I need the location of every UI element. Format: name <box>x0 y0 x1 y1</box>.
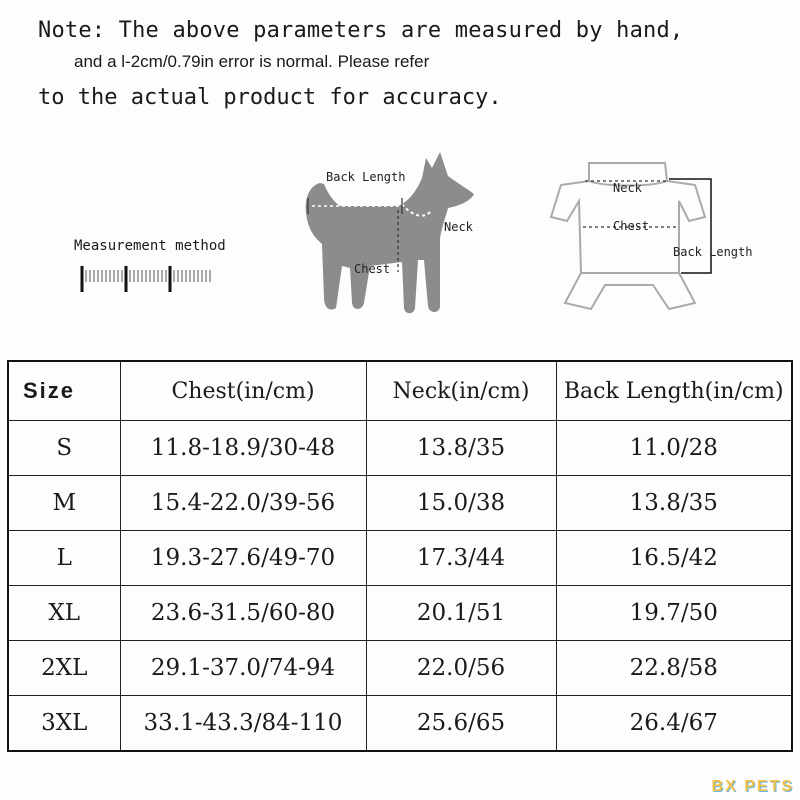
size-cell: S <box>8 421 120 476</box>
neck-cell: 17.3/44 <box>366 531 556 586</box>
table-row <box>8 586 792 641</box>
table-header-row <box>8 361 792 421</box>
back-length-cell: 22.8/58 <box>556 641 792 696</box>
back-length-cell: 13.8/35 <box>556 476 792 531</box>
shirt-chest-label: Chest <box>613 219 650 233</box>
header-back-length: Back Length(in/cm) <box>556 361 792 421</box>
note-line-1: Note: The above parameters are measured by hand, <box>38 18 684 43</box>
ruler-icon <box>80 262 215 294</box>
header-chest: Chest(in/cm) <box>120 361 366 421</box>
back-length-cell: 16.5/42 <box>556 531 792 586</box>
table-row <box>8 641 792 696</box>
chest-cell: 11.8-18.9/30-48 <box>120 421 366 476</box>
measurement-method-label: Measurement method <box>74 238 226 254</box>
note-line-3: to the actual product for accuracy. <box>38 85 502 110</box>
header-neck: Neck(in/cm) <box>366 361 556 421</box>
table-row <box>8 531 792 586</box>
dog-chest-label: Chest <box>354 262 391 276</box>
shirt-measurement-diagram <box>545 155 775 320</box>
dog-neck-label: Neck <box>444 220 473 234</box>
size-cell: L <box>8 531 120 586</box>
header-size: Size <box>8 361 120 421</box>
chest-cell: 29.1-37.0/74-94 <box>120 641 366 696</box>
dog-measurement-diagram <box>290 148 490 323</box>
table-row <box>8 421 792 476</box>
shirt-back-length-label: Back Length <box>673 245 753 259</box>
neck-cell: 25.6/65 <box>366 696 556 752</box>
note-line-2: and a l-2cm/0.79in error is normal. Please refer <box>74 52 430 71</box>
table-row <box>8 696 792 752</box>
chest-cell: 23.6-31.5/60-80 <box>120 586 366 641</box>
neck-cell: 20.1/51 <box>366 586 556 641</box>
neck-cell: 13.8/35 <box>366 421 556 476</box>
back-length-cell: 11.0/28 <box>556 421 792 476</box>
shirt-neck-label: Neck <box>613 181 642 195</box>
neck-cell: 22.0/56 <box>366 641 556 696</box>
neck-cell: 15.0/38 <box>366 476 556 531</box>
table-row <box>8 476 792 531</box>
chest-cell: 15.4-22.0/39-56 <box>120 476 366 531</box>
brand-watermark: BX PETS <box>711 778 794 795</box>
size-chart-table <box>7 360 793 752</box>
dog-shirt-icon <box>545 155 775 320</box>
chest-cell: 33.1-43.3/84-110 <box>120 696 366 752</box>
size-cell: M <box>8 476 120 531</box>
dog-back-length-label: Back Length <box>326 170 406 184</box>
size-cell: 2XL <box>8 641 120 696</box>
back-length-cell: 19.7/50 <box>556 586 792 641</box>
size-cell: XL <box>8 586 120 641</box>
size-cell: 3XL <box>8 696 120 752</box>
chest-cell: 19.3-27.6/49-70 <box>120 531 366 586</box>
back-length-cell: 26.4/67 <box>556 696 792 752</box>
